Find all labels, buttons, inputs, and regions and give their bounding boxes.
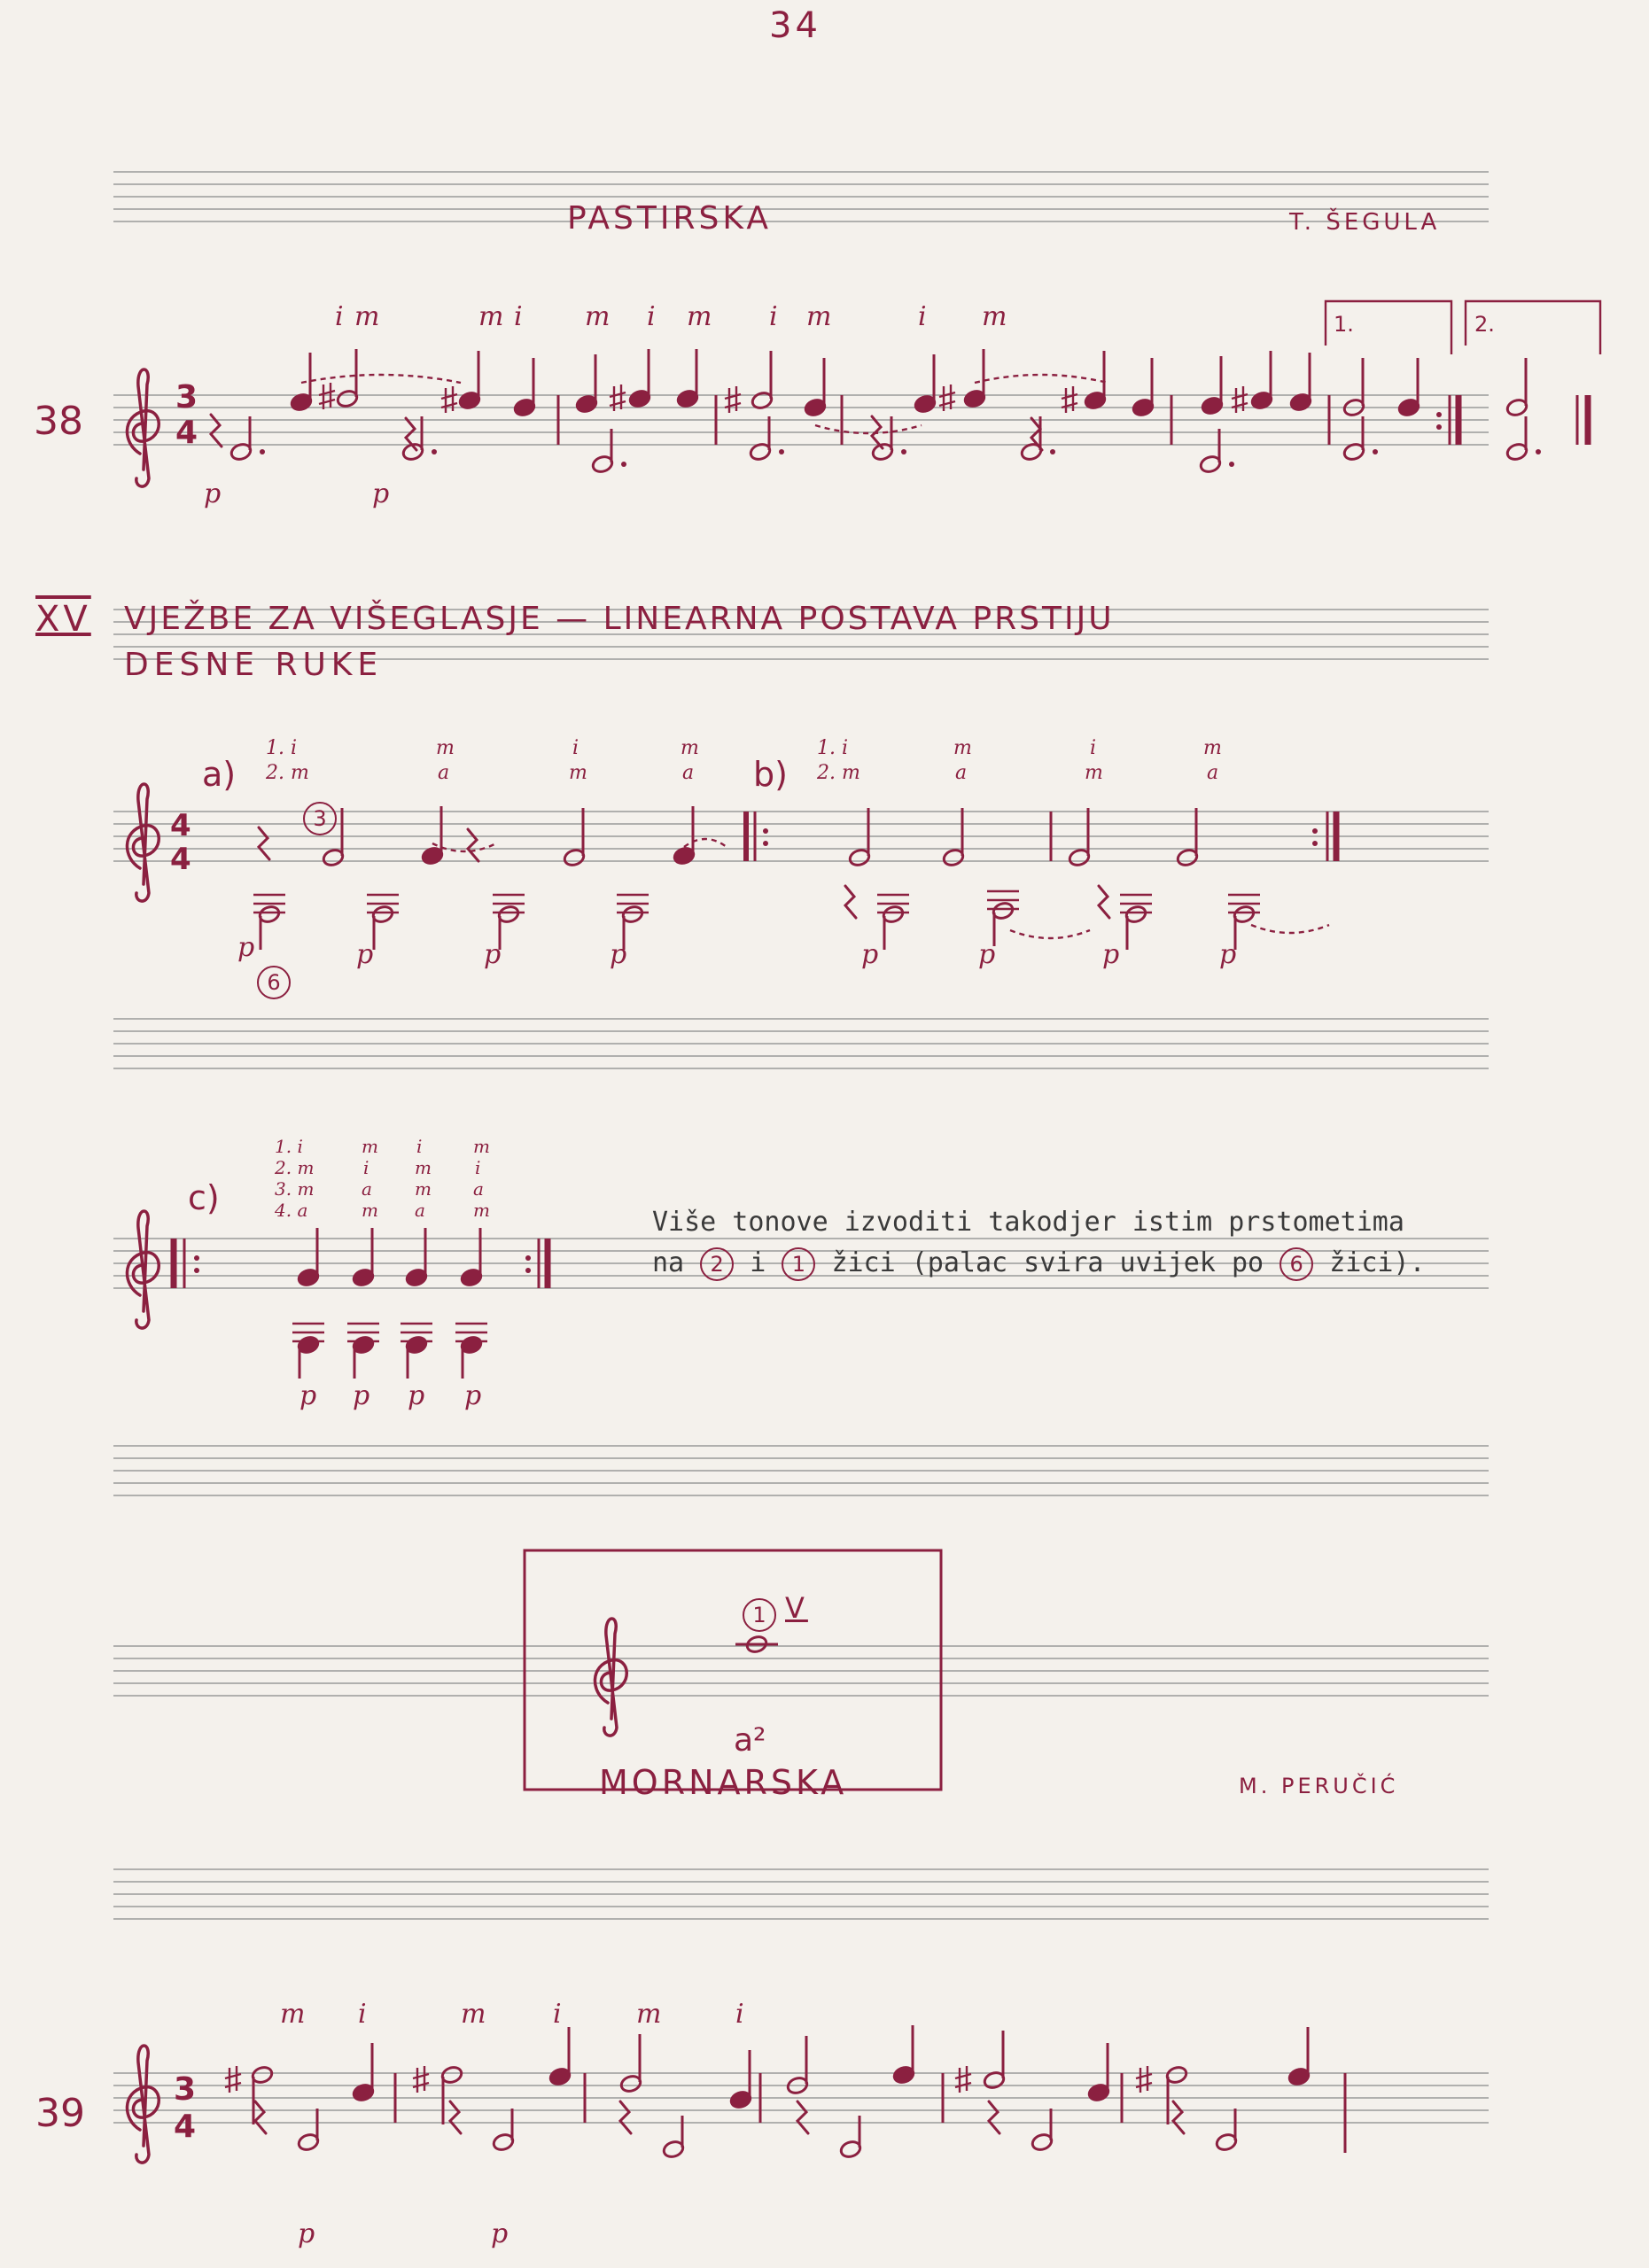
fingering-a-4b: a [682,762,695,784]
fingering-c-r1c2: m [362,1136,378,1157]
fingering-a-3b: m [569,762,587,784]
box-position: V [785,1591,808,1625]
circle-string-6: 6 [1280,1247,1313,1281]
repeat-dot [1436,424,1442,430]
rest-a-2 [468,829,478,861]
fingering-39-6: i [735,1999,744,2030]
thumb-39-2: p [491,2218,509,2249]
fingering-c-r2c4: i [475,1157,481,1178]
fingering-38-8: i [769,301,778,332]
fingering-38-11: m [982,301,1007,332]
fingering-39-5: m [636,1999,662,2030]
repeat-dot [763,841,768,846]
fingering-b-1b: 2. m [817,762,860,784]
string-3-circle: 3 [303,802,337,835]
rest-39-1 [255,2101,266,2133]
repeat-dot [763,828,768,834]
fingering-c-r2c1: 2. m [275,1157,315,1178]
treble-clef-box [595,1619,626,1736]
tie-38-3 [975,375,1108,383]
exercise-label-a: a) [202,755,237,794]
circle-string-2: 2 [700,1247,734,1281]
thumb-a-1: p [237,932,255,963]
thumb-a-4: p [610,939,627,970]
fingering-b-4b: a [1207,762,1219,784]
fingering-38-1: i [335,301,344,332]
dot-38 [260,449,265,454]
fingering-c-r2c2: i [363,1157,369,1178]
time-sig-bottom: 4 [175,415,198,451]
repeat-dot [194,1268,199,1273]
thumb-39-1: p [298,2218,315,2249]
treble-clef-c [127,1211,159,1328]
fingering-b-3a: i [1090,737,1097,759]
note-line2-c: žici (palac svira uvijek po [831,1247,1264,1278]
tie-b-2 [1251,925,1329,933]
piece-number-38: 38 [34,399,83,444]
note-line1: Više tonove izvoditi takodjer istim prstometima [652,1207,1404,1238]
rest-b-2 [845,886,856,918]
treble-clef-a [127,784,159,901]
sharp-38-3 [610,384,626,411]
page-number: 34 [769,5,821,46]
dot-38 [901,449,906,454]
piece-number-39: 39 [35,2091,85,2136]
time-sig-39-bottom: 4 [174,2109,197,2145]
note-line2-d: žici). [1329,1247,1426,1278]
fingering-c-r3c3: m [415,1178,432,1200]
treble-clef-38 [127,369,159,486]
dot-38 [779,449,784,454]
thumb-38-2: p [372,478,390,509]
repeat-dot [1436,412,1442,417]
sharp-38-2 [441,386,457,413]
fingering-c-r3c1: 3. m [275,1178,315,1200]
thumb-b-3: p [1102,939,1120,970]
repeat-dot [194,1255,199,1261]
piece-title-mornarska: MORNARSKA [599,1763,848,1802]
circle-string-1: 1 [782,1247,815,1281]
fingering-c-r1c3: i [416,1136,423,1157]
composer-perucic: M. PERUČIĆ [1239,1774,1399,1798]
fingering-b-4a: m [1203,737,1222,759]
section-numeral: XV [35,599,91,640]
sharp-38-1 [319,383,335,409]
note-line2-b: i [750,1247,766,1278]
repeat-dot [1312,841,1318,846]
tie-b-1 [1010,930,1090,938]
tie-a-2 [684,839,727,847]
piece-title-pastirska: PASTIRSKA [567,200,772,237]
tie-38-1 [301,375,461,383]
box-note-name: a² [734,1722,766,1759]
fingering-c-r4c2: m [362,1200,378,1221]
dot-38 [1050,449,1055,454]
dot-38 [1536,449,1541,454]
dot-38 [432,449,437,454]
fingering-39-2: i [358,1999,367,2030]
thumb-c-1: p [299,1380,317,1411]
rest-39-2 [450,2101,461,2133]
sharp-39-4 [1136,2066,1152,2093]
rest-39-6 [1173,2101,1184,2133]
thumb-b-1: p [861,939,879,970]
time-sig-a-bottom: 4 [170,842,191,877]
fingering-39-3: m [461,1999,486,2030]
fingering-c-r3c2: a [362,1178,372,1200]
note-line2 [652,1247,1426,1281]
rest-b-3 [1099,886,1109,918]
time-sig-39-top: 3 [174,2071,197,2108]
sharp-38-7 [1232,386,1248,413]
fingering-38-3: m [478,301,504,332]
dot-38 [621,462,626,467]
thumb-a-3: p [484,939,502,970]
sharp-39-3 [955,2066,971,2093]
fingering-b-2a: m [953,737,972,759]
fingering-38-6: i [647,301,656,332]
fingering-c-r4c4: m [473,1200,490,1221]
time-sig-a-top: 4 [170,808,191,843]
fingering-c-r3c4: a [473,1178,484,1200]
box-string-circle: 1 [743,1598,776,1632]
fingering-39-1: m [280,1999,306,2030]
note-line2-a: na [652,1247,685,1278]
fingering-c-r4c3: a [415,1200,425,1221]
thumb-b-4: p [1219,939,1237,970]
section-title-line1: VJEŽBE ZA VIŠEGLASJE — LINEARNA POSTAVA PRSTIJU [124,601,1115,637]
fingering-a-1b: 2. m [266,762,309,784]
fingering-c-r1c1: 1. i [275,1136,303,1157]
rest-a-1 [259,827,269,859]
thumb-c-3: p [408,1380,425,1411]
thumb-a-2: p [356,939,374,970]
dot-38 [1373,449,1378,454]
fingering-38-5: m [585,301,611,332]
fingering-a-2b: a [438,762,450,784]
repeat-dot [525,1268,531,1273]
fingering-c-r4c1: 4. a [275,1200,308,1221]
fingering-38-7: m [687,301,712,332]
fingering-38-10: i [918,301,927,332]
fingering-a-1a: 1. i [266,737,298,759]
exercise-label-b: b) [753,755,788,794]
treble-clef-39 [127,2046,159,2163]
thumb-b-2: p [978,939,996,970]
sharp-39-2 [413,2066,429,2093]
volta-2: 2. [1474,312,1495,337]
rest-39-3 [620,2101,631,2133]
dot-38 [1229,462,1234,467]
sharp-38-5 [939,384,955,411]
volta-1: 1. [1334,312,1354,337]
fingering-a-3a: i [572,737,579,759]
repeat-dot [1312,828,1318,834]
exercise-label-c: c) [188,1178,220,1217]
thumb-c-2: p [353,1380,370,1411]
repeat-dot [525,1255,531,1261]
sharp-39-1 [225,2066,241,2093]
fingering-38-9: m [806,301,832,332]
fingering-b-1a: 1. i [817,737,849,759]
fingering-a-2a: m [436,737,455,759]
note-box [525,1550,941,1790]
fingering-b-3b: m [1085,762,1103,784]
fingering-a-4a: m [681,737,699,759]
rest-39-5 [989,2101,1000,2133]
time-sig-top: 3 [175,379,198,416]
fingering-b-2b: a [955,762,968,784]
thumb-38-1: p [204,478,222,509]
section-title-line2: DESNE RUKE [124,647,384,683]
fingering-c-r1c4: m [473,1136,490,1157]
string-6-circle: 6 [257,966,291,999]
composer-segula: T. ŠEGULA [1289,209,1441,236]
fingering-c-r2c3: m [415,1157,432,1178]
fingering-39-4: i [553,1999,562,2030]
fingering-38-4: i [514,301,523,332]
fingering-38-2: m [354,301,380,332]
rest-38-1 [211,415,222,447]
tie-38-2 [815,425,922,433]
rest-39-4 [797,2101,808,2133]
sharp-38-6 [1062,386,1077,413]
thumb-c-4: p [464,1380,482,1411]
sharp-38-4 [725,386,741,413]
